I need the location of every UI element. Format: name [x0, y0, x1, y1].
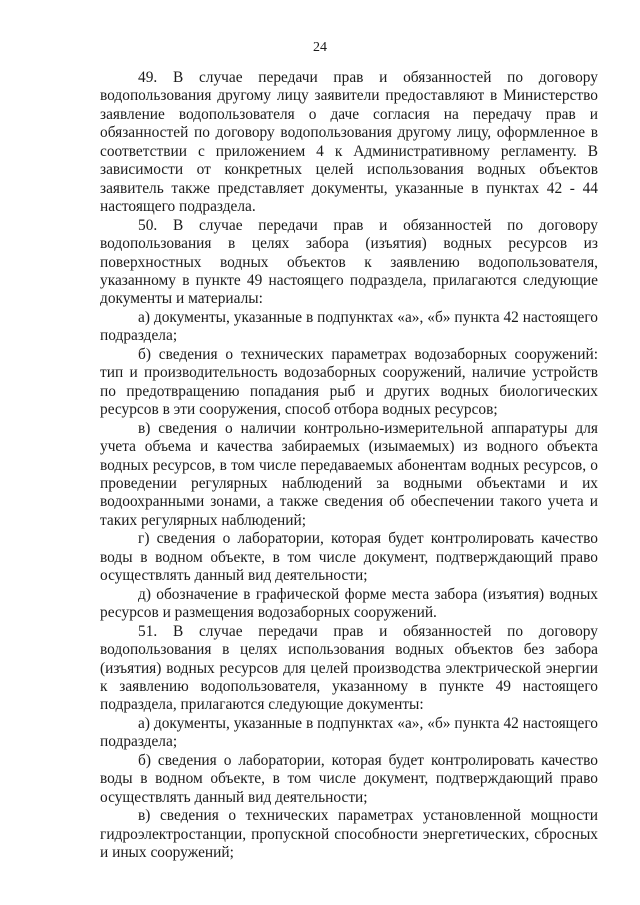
paragraph-51-item-v: в) сведения о технических параметрах установленной мощности гидроэлектростанции, пропускной способности энергетических, сбросных и иных сооружений; — [100, 807, 598, 862]
paragraph-50-item-v: в) сведения о наличии контрольно-измерительной аппаратуры для учета объема и качества забираемых (изымаемых) из водного объекта водных ресурсов, в том числе передаваемых абонентам водных ресурсов, о проведении регулярных наблюдений за водными объектами и их водоохранными зонами, а также сведения об обеспечении такого учета и таких регулярных наблюдений; — [100, 419, 598, 529]
paragraph-51-item-b: б) сведения о лаборатории, которая будет контролировать качество воды в водном объекте, в том числе документ, подтверждающий право осуществлять данный вид деятельности; — [100, 751, 598, 806]
paragraph-51: 51. В случае передачи прав и обязанностей по договору водопользования в целях использования водных объектов без забора (изъятия) водных ресурсов для целей производства электрической энергии к заявлению водопользователя, указанному в пункте 49 настоящего подраздела, прилагаются следующие документы: — [100, 622, 598, 714]
paragraph-49: 49. В случае передачи прав и обязанностей по договору водопользования другому лицу заявители предоставляют в Министерство заявление водопользователя о даче согласия на передачу прав и обязанностей по договору водопользования другому лицу, оформленное в соответствии с приложением 4 к Административному регламенту. В зависимости от конкретных целей использования водных объектов заявитель также представляет документы, указанные в пунктах 42 - 44 настоящего подраздела. — [100, 69, 598, 216]
paragraph-50-item-a: а) документы, указанные в подпунктах «а», «б» пункта 42 настоящего подраздела; — [100, 308, 598, 345]
paragraph-51-item-a: а) документы, указанные в подпунктах «а», «б» пункта 42 настоящего подраздела; — [100, 714, 598, 751]
paragraph-50: 50. В случае передачи прав и обязанностей по договору водопользования в целях забора (изъятия) водных ресурсов из поверхностных водных объектов к заявлению водопользователя, указанному в пункте 49 настоящего подраздела, прилагаются следующие документы и материалы: — [100, 216, 598, 308]
document-body — [100, 69, 598, 862]
paragraph-50-item-d: д) обозначение в графической форме места забора (изъятия) водных ресурсов и размещения водозаборных сооружений. — [100, 585, 598, 622]
paragraph-50-item-g: г) сведения о лаборатории, которая будет контролировать качество воды в водном объекте, в том числе документ, подтверждающий право осуществлять данный вид деятельности; — [100, 530, 598, 585]
paragraph-50-item-b: б) сведения о технических параметрах водозаборных сооружений: тип и производительность водозаборных сооружений, наличие устройств по предотвращению попадания рыб и других водных биологических ресурсов в эти сооружения, способ отбора водных ресурсов; — [100, 345, 598, 419]
page-number: 24 — [313, 40, 327, 55]
